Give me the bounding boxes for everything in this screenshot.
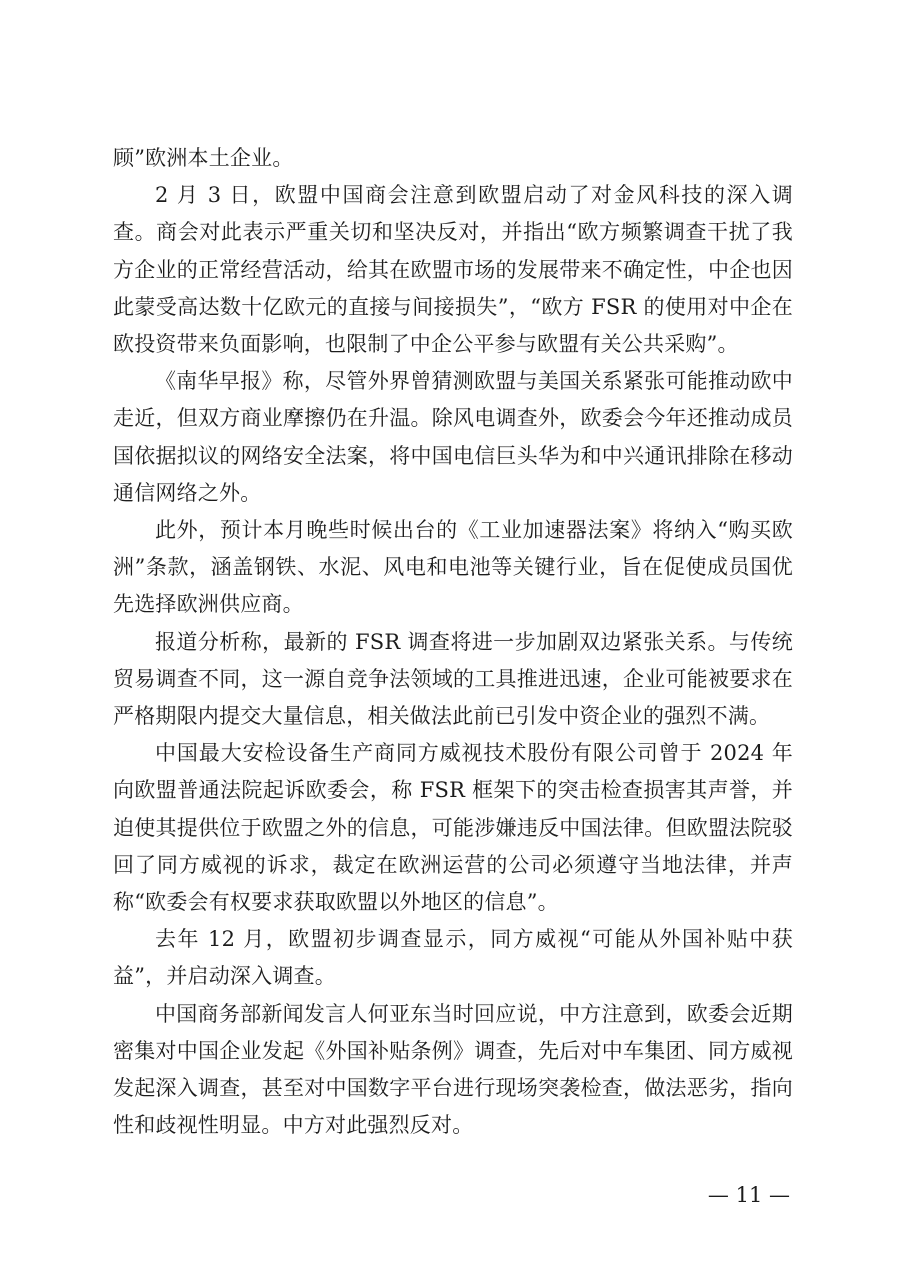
paragraph-scmp-report: 《南华早报》称，尽管外界曾猜测欧盟与美国关系紧张可能推动欧中走近，但双方商业摩擦仍在升温。除风电调查外，欧委会今年还推动成员国依据拟议的网络安全法案，将中国电信巨头华为和中兴通讯排除在移动通信网络之外。 (113, 369, 793, 505)
paragraph-continuation: 顾”欧洲本土企业。 (113, 146, 294, 170)
article-body (113, 140, 793, 1144)
paragraph-fsr-analysis: 报道分析称，最新的 FSR 调查将进一步加剧双边紧张关系。与传统贸易调查不同，这一源自竞争法领域的工具推进迅速，企业可能被要求在严格期限内提交大量信息，相关做法此前已引发中资企业的强烈不满。 (113, 629, 793, 729)
paragraph-industrial-accelerator-act: 此外，预计本月晚些时候出台的《工业加速器法案》将纳入“购买欧洲”条款，涵盖钢铁、水泥、风电和电池等关键行业，旨在促使成员国优先选择欧洲供应商。 (113, 518, 793, 617)
page-number: — 11 — (707, 1183, 790, 1207)
paragraph-december-investigation: 去年 12 月，欧盟初步调查显示，同方威视“可能从外国补贴中获益”，并启动深入调查。 (113, 927, 793, 989)
paragraph-chamber-of-commerce: 2 月 3 日，欧盟中国商会注意到欧盟启动了对金风科技的深入调查。商会对此表示严重关切和坚决反对，并指出“欧方频繁调查干扰了我方企业的正常经营活动，给其在欧盟市场的发展带来不确定性，中企也因此蒙受高达数十亿欧元的直接与间接损失”，“欧方 FSR 的使用对中企在欧投资带来负面影响，也限制了中企公平参与欧盟有关公共采购”。 (113, 183, 793, 357)
paragraph-mofcom-response: 中国商务部新闻发言人何亚东当时回应说，中方注意到，欧委会近期密集对中国企业发起《外国补贴条例》调查，先后对中车集团、同方威视发起深入调查，甚至对中国数字平台进行现场突袭检查，做法恶劣，指向性和歧视性明显。中方对此强烈反对。 (113, 1001, 793, 1138)
paragraph-nuctech-lawsuit: 中国最大安检设备生产商同方威视技术股份有限公司曾于 2024 年向欧盟普通法院起诉欧委会，称 FSR 框架下的突击检查损害其声誉，并迫使其提供位于欧盟之外的信息，可能涉嫌违反中国法律。但欧盟法院驳回了同方威视的诉求，裁定在欧洲运营的公司必须遵守当地法律，并声称“欧委会有权要求获取欧盟以外地区的信息”。 (113, 741, 793, 915)
